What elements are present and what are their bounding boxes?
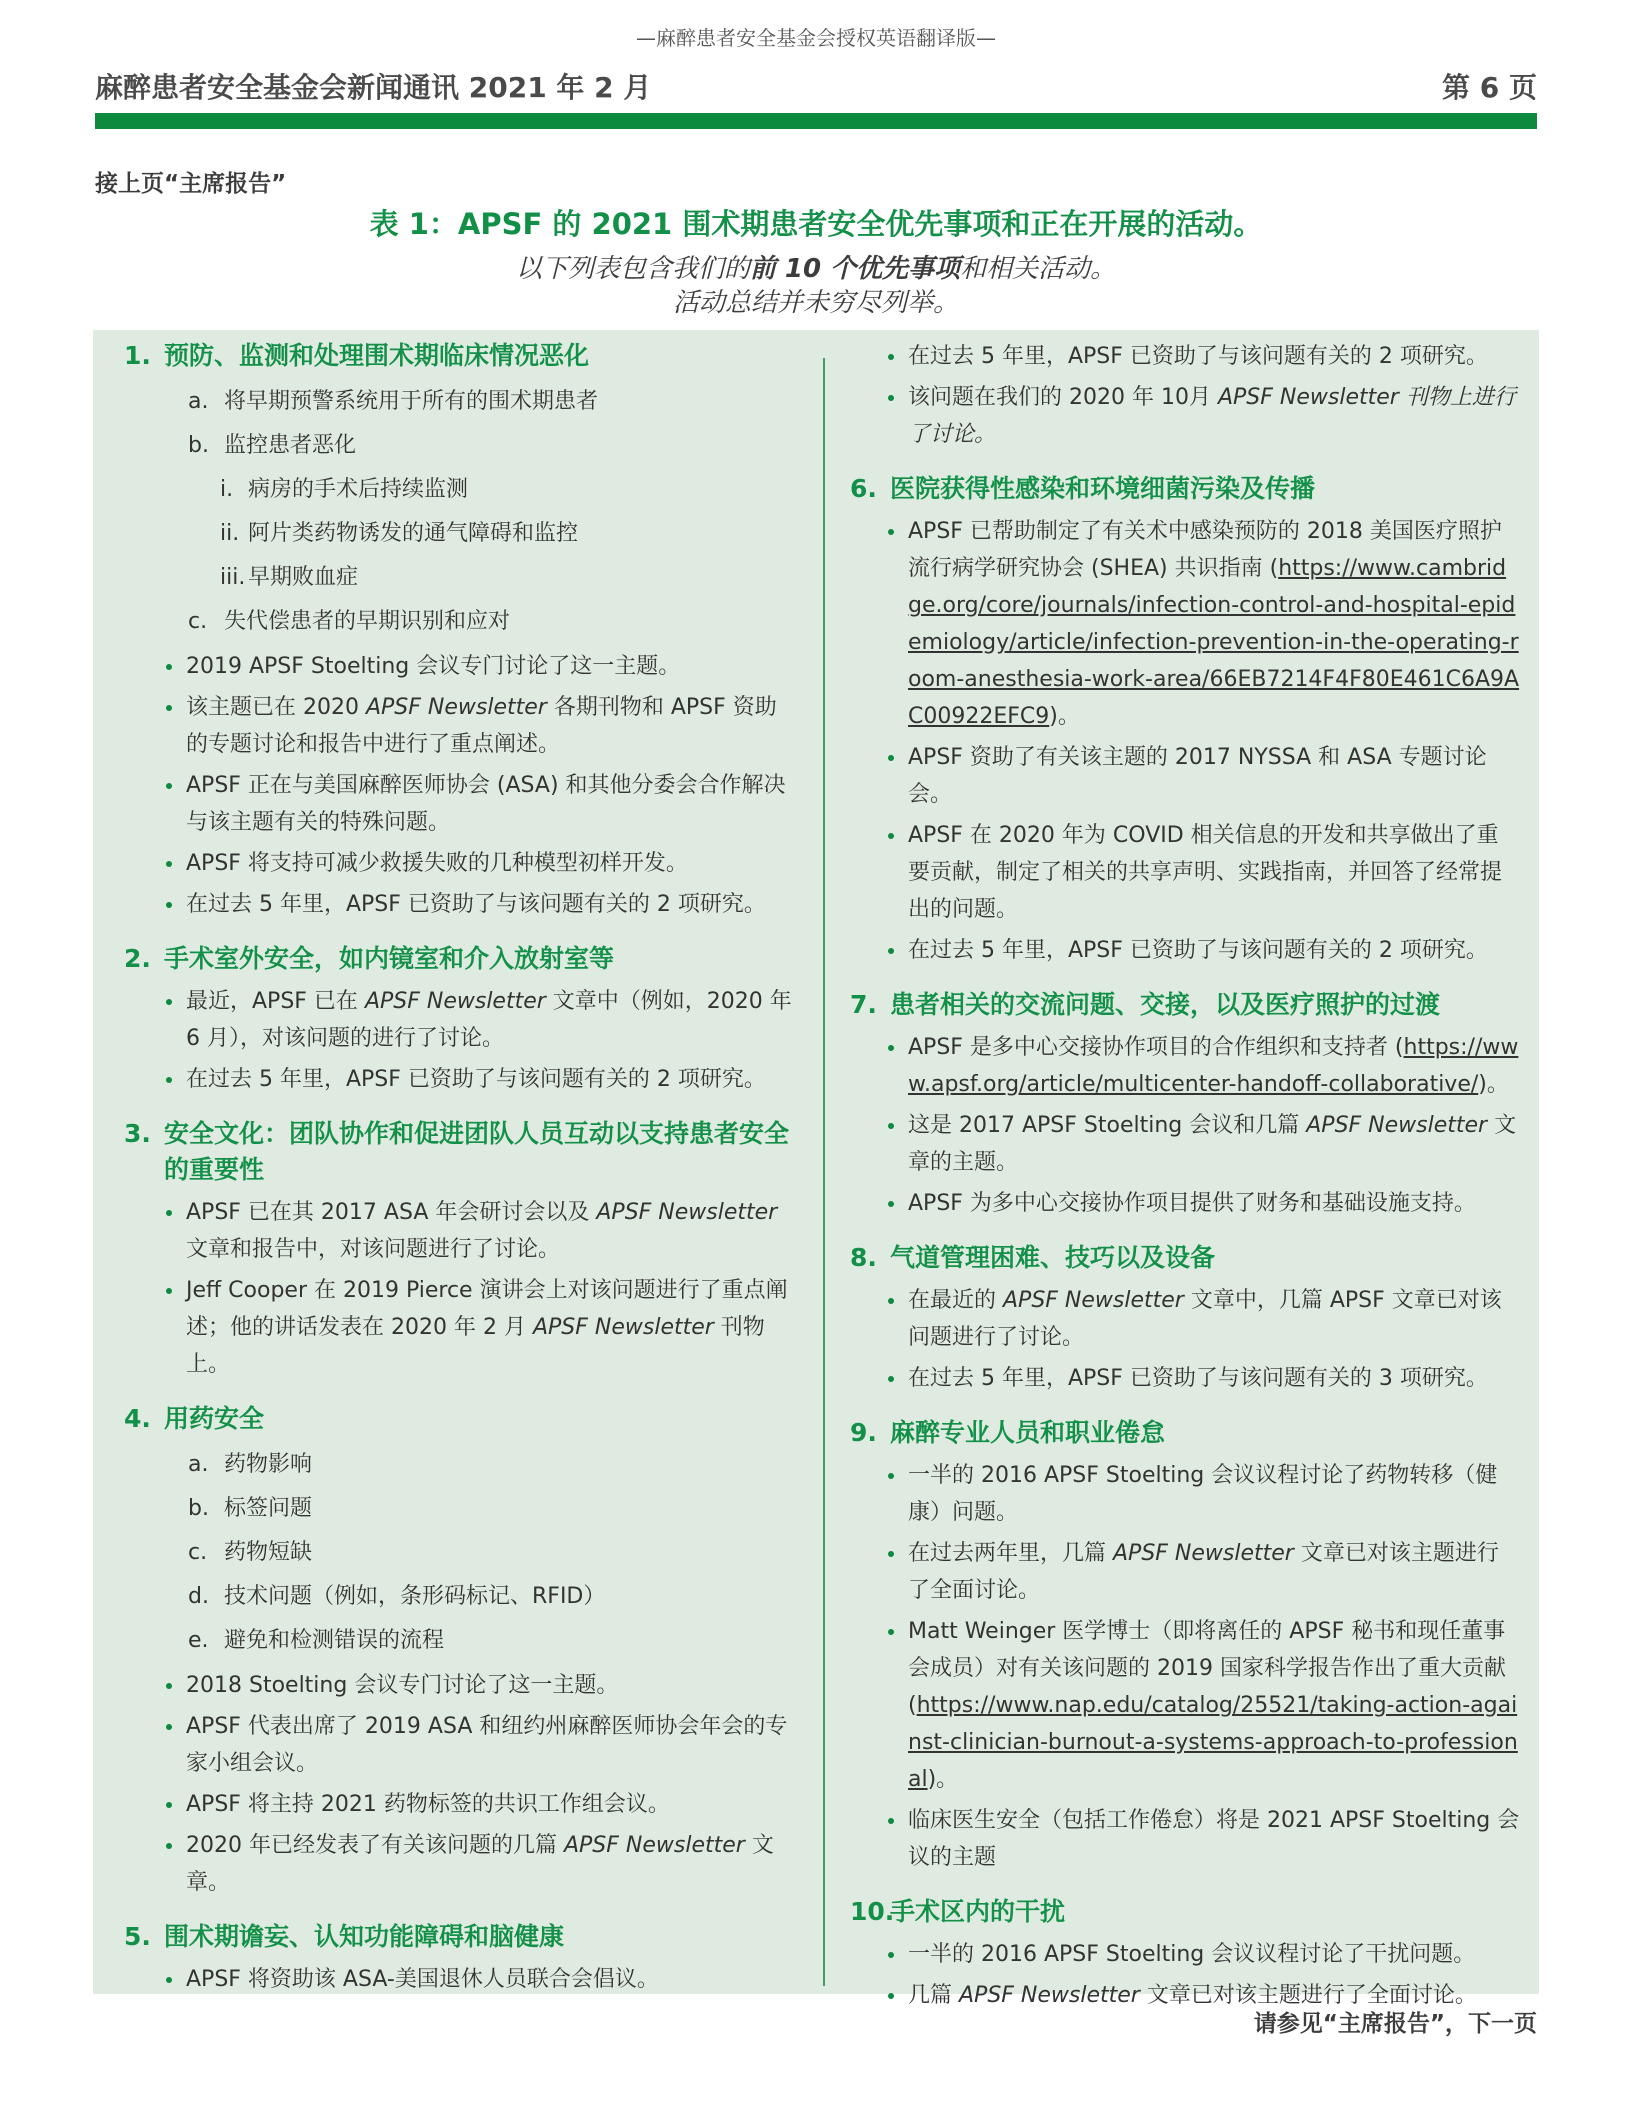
- bullet-item: 在最近的 APSF Newsletter 文章中，几篇 APSF 文章已对该问题进行了讨论。: [850, 1282, 1520, 1356]
- bullet-item: 2019 APSF Stoelting 会议专门讨论了这一主题。: [124, 648, 794, 685]
- section-9-heading: 9. 麻醉专业人员和职业倦怠: [850, 1418, 1166, 1447]
- bullet-item: 2018 Stoelting 会议专门讨论了这一主题。: [124, 1667, 794, 1704]
- right-column: [850, 338, 1520, 2018]
- section-7-heading: 7. 患者相关的交流问题、交接，以及医疗照护的过渡: [850, 990, 1441, 1019]
- list-item: c. 失代偿患者的早期识别和应对: [188, 609, 511, 634]
- handoff-collaborative-link[interactable]: https://www.apsf.org/article/multicenter-handoff-collaborative/: [908, 1035, 1519, 1097]
- bullet-item: 在过去 5 年里，APSF 已资助了与该问题有关的 3 项研究。: [850, 1360, 1520, 1397]
- bullet-item: 这是 2017 APSF Stoelting 会议和几篇 APSF Newsletter 文章的主题。: [850, 1107, 1520, 1181]
- bullet-item: 该主题已在 2020 APSF Newsletter 各期刊物和 APSF 资助的专题讨论和报告中进行了重点阐述。: [124, 689, 794, 763]
- bullet-item: APSF 将支持可减少救援失败的几种模型初样开发。: [124, 845, 794, 882]
- list-item: a. 药物影响: [188, 1452, 313, 1477]
- section-6-heading: 6. 医院获得性感染和环境细菌污染及传播: [850, 474, 1316, 503]
- section-5-heading: 5. 围术期谵妄、认知功能障碍和脑健康: [124, 1922, 565, 1951]
- list-item: b. 标签问题: [188, 1496, 313, 1521]
- newsletter-title: 麻醉患者安全基金会新闻通讯 2021 年 2 月: [95, 71, 652, 104]
- list-item: a. 将早期预警系统用于所有的围术期患者: [188, 389, 599, 414]
- bullet-item: APSF 将主持 2021 药物标签的共识工作组会议。: [124, 1786, 794, 1823]
- bullet-item: APSF 已在其 2017 ASA 年会研讨会以及 APSF Newsletter 文章和报告中，对该问题进行了讨论。: [124, 1194, 794, 1268]
- header-rule: [95, 113, 1537, 129]
- continued-next-page: 请参见“主席报告”，下一页: [1253, 2011, 1537, 2037]
- bullet-item: 临床医生安全（包括工作倦怠）将是 2021 APSF Stoelting 会议的主题: [850, 1802, 1520, 1876]
- left-column: [124, 338, 794, 2002]
- section-4-heading: 4. 用药安全: [124, 1404, 265, 1433]
- bullet-item: 在过去 5 年里，APSF 已资助了与该问题有关的 2 项研究。: [850, 338, 1520, 375]
- page-number: 第 6 页: [1442, 71, 1537, 104]
- bullet-item: 几篇 APSF Newsletter 文章已对该主题进行了全面讨论。: [850, 1977, 1520, 2014]
- column-divider: [823, 358, 825, 1986]
- bullet-item: 在过去 5 年里，APSF 已资助了与该问题有关的 2 项研究。: [850, 932, 1520, 969]
- bullet-item: APSF 已帮助制定了有关术中感染预防的 2018 美国医疗照护流行病学研究协会 (SHEA) 共识指南 (https://www.cambridge.org/core/journals/infection-control-and-hospital-epidemiology/article/infection-prevention-in-the-operating-room-anesthesia-work-area/66EB7214F4F80E461C6A9AC00922EFC9)。: [850, 513, 1520, 735]
- continued-label: 接上页“主席报告”: [95, 171, 287, 197]
- list-item: e. 避免和检测错误的流程: [188, 1628, 445, 1653]
- bullet-item: APSF 在 2020 年为 COVID 相关信息的开发和共享做出了重要贡献，制定了相关的共享声明、实践指南，并回答了经常提出的问题。: [850, 817, 1520, 928]
- section-10-heading: 10. 手术区内的干扰: [850, 1897, 1066, 1926]
- bullet-item: APSF 将资助该 ASA-美国退休人员联合会倡议。: [124, 1961, 794, 1998]
- bullet-item: 该问题在我们的 2020 年 10月 APSF Newsletter 刊物上进行了讨论。: [850, 379, 1520, 453]
- list-item: i. 病房的手术后持续监测: [220, 477, 469, 502]
- list-item: iii. 早期败血症: [220, 565, 359, 590]
- bullet-item: 在过去两年里，几篇 APSF Newsletter 文章已对该主题进行了全面讨论。: [850, 1535, 1520, 1609]
- bullet-item: 最近，APSF 已在 APSF Newsletter 文章中（例如，2020 年 6 月），对该问题的进行了讨论。: [124, 983, 794, 1057]
- bullet-item: APSF 正在与美国麻醉医师协会 (ASA) 和其他分委会合作解决与该主题有关的特殊问题。: [124, 767, 794, 841]
- list-item: ii. 阿片类药物诱发的通气障碍和监控: [220, 521, 579, 546]
- bullet-item: APSF 代表出席了 2019 ASA 和纽约州麻醉医师协会年会的专家小组会议。: [124, 1708, 794, 1782]
- section-3-heading: 3. 安全文化：团队协作和促进团队人员互动以支持患者安全的重要性: [124, 1119, 790, 1184]
- list-item: c. 药物短缺: [188, 1540, 313, 1565]
- bullet-item: Matt Weinger 医学博士（即将离任的 APSF 秘书和现任董事会成员）对有关该问题的 2019 国家科学报告作出了重大贡献 (https://www.nap.edu/catalog/25521/taking-action-against-clinician-burnout-a-systems-approach-to-professional)。: [850, 1613, 1520, 1798]
- shea-guideline-link[interactable]: https://www.cambridge.org/core/journals/infection-control-and-hospital-epidemiology/article/infection-prevention-in-the-operating-room-anesthesia-work-area/66EB7214F4F80E461C6A9AC00922EFC9: [908, 556, 1520, 729]
- translation-note: —麻醉患者安全基金会授权英语翻译版—: [636, 26, 996, 50]
- section-1-heading: 1. 预防、监测和处理围术期临床情况恶化: [124, 341, 590, 370]
- section-8-heading: 8. 气道管理困难、技巧以及设备: [850, 1243, 1216, 1272]
- table-subtitle: 以下列表包含我们的前 10 个优先事项和相关活动。 活动总结并未穷尽列举。: [515, 254, 1117, 318]
- list-item: d. 技术问题（例如，条形码标记、RFID）: [188, 1584, 606, 1609]
- bullet-item: Jeff Cooper 在 2019 Pierce 演讲会上对该问题进行了重点阐述；他的讲话发表在 2020 年 2 月 APSF Newsletter 刊物上。: [124, 1272, 794, 1383]
- bullet-item: 在过去 5 年里，APSF 已资助了与该问题有关的 2 项研究。: [124, 886, 794, 923]
- table-title: 表 1：APSF 的 2021 围术期患者安全优先事项和正在开展的活动。: [369, 207, 1263, 241]
- bullet-item: APSF 是多中心交接协作项目的合作组织和支持者 (https://www.apsf.org/article/multicenter-handoff-collaborative/)。: [850, 1029, 1520, 1103]
- bullet-item: 在过去 5 年里，APSF 已资助了与该问题有关的 2 项研究。: [124, 1061, 794, 1098]
- section-2-heading: 2. 手术室外安全，如内镜室和介入放射室等: [124, 944, 615, 973]
- bullet-item: 一半的 2016 APSF Stoelting 会议议程讨论了干扰问题。: [850, 1936, 1520, 1973]
- bullet-item: APSF 为多中心交接协作项目提供了财务和基础设施支持。: [850, 1185, 1520, 1222]
- list-item: b. 监控患者恶化: [188, 433, 357, 458]
- bullet-item: APSF 资助了有关该主题的 2017 NYSSA 和 ASA 专题讨论会。: [850, 739, 1520, 813]
- nap-report-link[interactable]: https://www.nap.edu/catalog/25521/taking-action-against-clinician-burnout-a-systems-approach-to-professional: [908, 1693, 1518, 1792]
- bullet-item: 2020 年已经发表了有关该问题的几篇 APSF Newsletter 文章。: [124, 1827, 794, 1901]
- bullet-item: 一半的 2016 APSF Stoelting 会议议程讨论了药物转移（健康）问题。: [850, 1457, 1520, 1531]
